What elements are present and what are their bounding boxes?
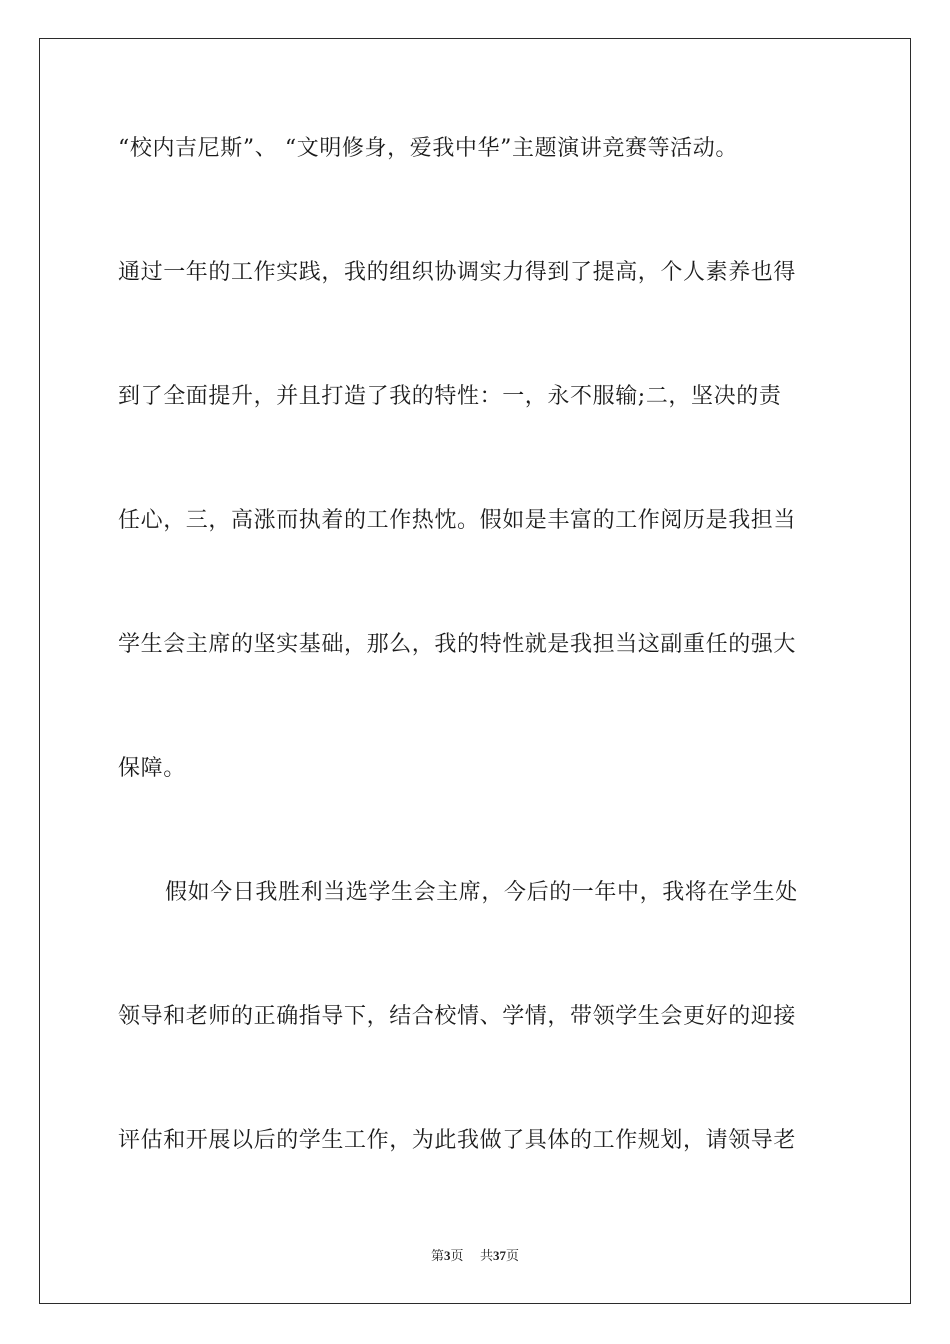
text-line: 学生会主席的坚实基础，那么，我的特性就是我担当这副重任的强大: [118, 632, 797, 657]
text-line: 到了全面提升，并且打造了我的特性：一，永不服输;二，坚决的责: [118, 384, 782, 409]
page-prefix: 第: [430, 1249, 444, 1264]
page-suffix: 页: [450, 1249, 464, 1264]
page-footer: [0, 1247, 950, 1266]
total-prefix: 共: [480, 1249, 494, 1264]
text-line: 评估和开展以后的学生工作，为此我做了具体的工作规划，请领导老: [118, 1128, 797, 1153]
text-line: “校内吉尼斯”、 “文明修身，爱我中华”主题演讲竞赛等活动。: [118, 136, 738, 161]
text-line: 通过一年的工作实践，我的组织协调实力得到了提高，个人素养也得: [118, 260, 797, 285]
text-line: 领导和老师的正确指导下，结合校情、学情，带领学生会更好的迎接: [118, 1004, 797, 1029]
total-suffix: 页: [506, 1249, 520, 1264]
page-border: [39, 38, 911, 1304]
page-number: 3: [443, 1248, 451, 1263]
text-line: 任心，三，高涨而执着的工作热忱。假如是丰富的工作阅历是我担当: [118, 508, 797, 533]
text-line: 假如今日我胜利当选学生会主席，今后的一年中，我将在学生处: [165, 880, 798, 905]
total-pages: 37: [493, 1248, 507, 1263]
text-line: 保障。: [118, 756, 186, 781]
